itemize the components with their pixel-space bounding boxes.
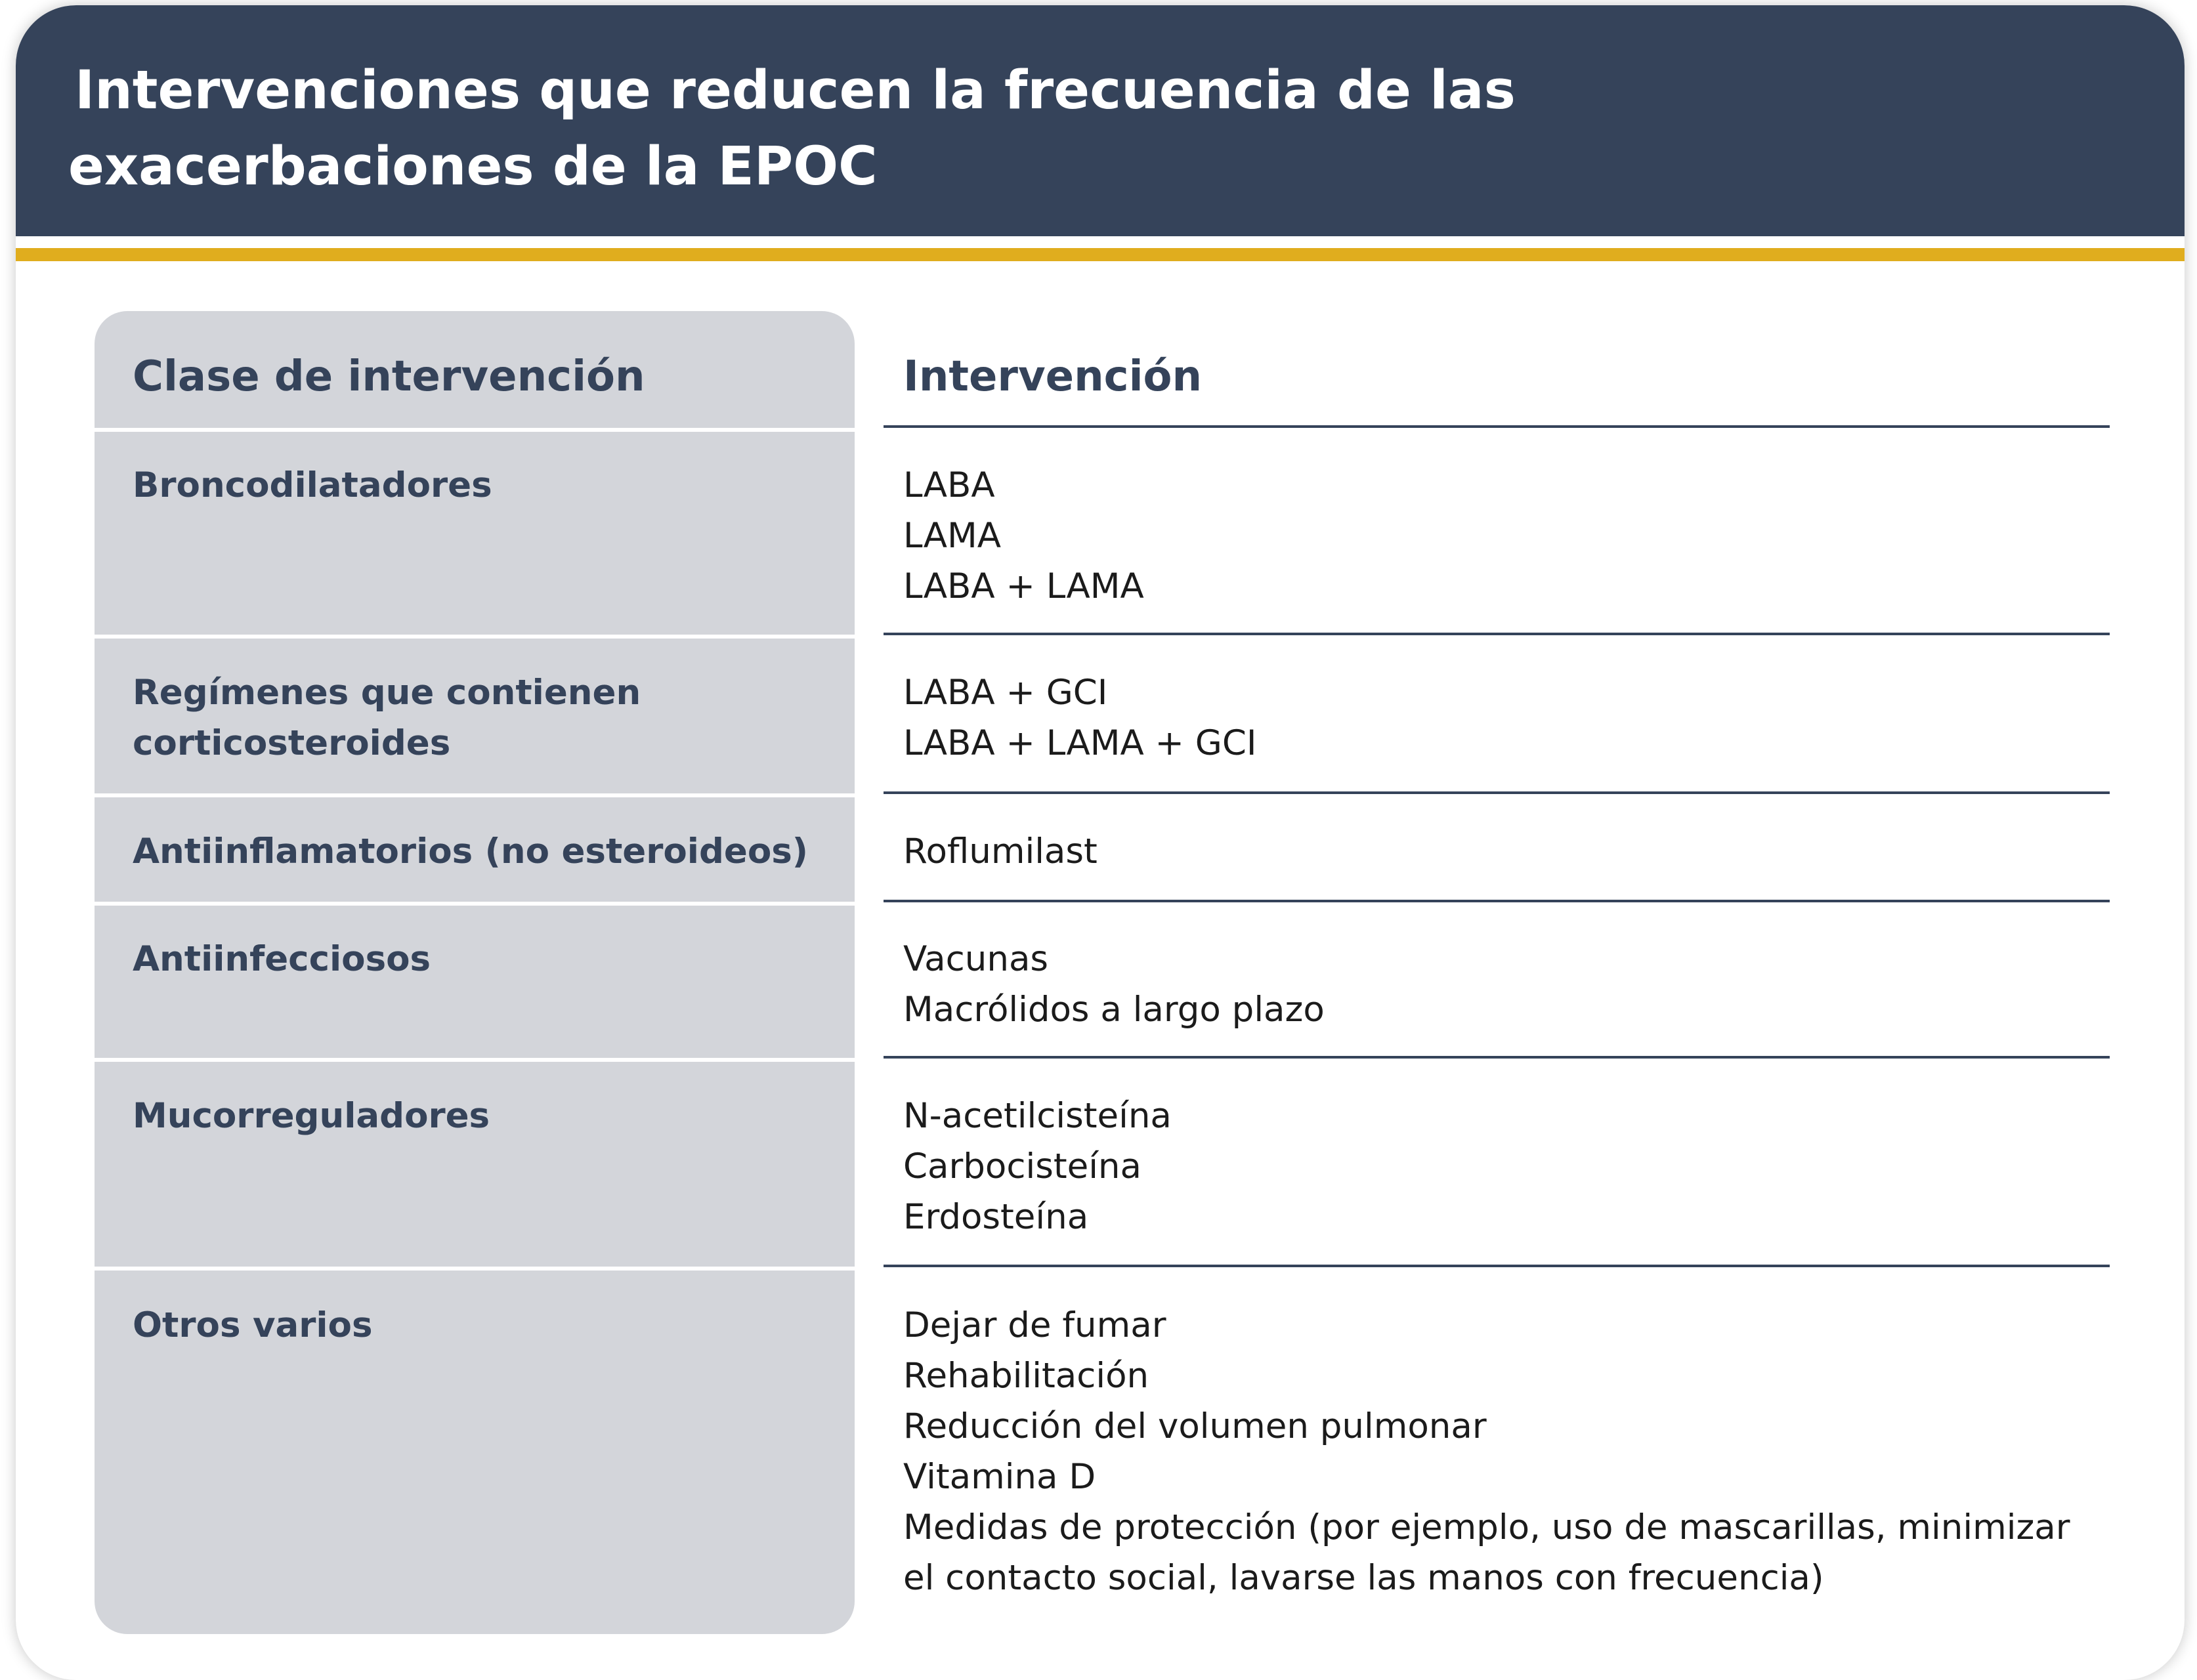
page-title <box>68 52 1650 205</box>
class-label: Mucorreguladores <box>133 1096 490 1136</box>
intervention-item: el contacto social, lavarse las manos con frecuencia) <box>903 1558 1824 1598</box>
table-row-interventions <box>903 826 2124 877</box>
intervention-item: Dejar de fumar <box>903 1305 1166 1345</box>
class-label: Broncodilatadores <box>133 465 492 505</box>
class-label: corticosteroides <box>133 723 451 763</box>
table-row-class <box>133 826 842 877</box>
row-separator <box>95 635 855 639</box>
slide-card <box>16 5 2185 1680</box>
class-label: Regímenes que contienen <box>133 673 641 713</box>
intervention-item: LABA <box>903 465 995 505</box>
intervention-item: Carbocisteína <box>903 1146 1142 1186</box>
table-row-interventions <box>903 667 2124 768</box>
intervention-item: Macrólidos a largo plazo <box>903 990 1325 1030</box>
intervention-item: LABA + GCI <box>903 673 1108 713</box>
class-label: Antiinfecciosos <box>133 939 431 979</box>
row-rule <box>884 1265 2110 1267</box>
table-row-class <box>133 1300 842 1351</box>
row-rule <box>884 900 2110 902</box>
column-header-class: Clase de intervención <box>133 352 645 401</box>
title-banner <box>16 5 2185 236</box>
title-line-2: exacerbaciones de la EPOC <box>68 136 878 198</box>
table-row-class <box>133 667 842 768</box>
table-row-class <box>133 460 842 511</box>
intervention-item: Vitamina D <box>903 1457 1096 1497</box>
intervention-item: LABA + LAMA <box>903 566 1144 606</box>
intervention-item: Roflumilast <box>903 831 1098 872</box>
row-separator <box>95 1058 855 1062</box>
intervention-item: Vacunas <box>903 939 1049 979</box>
accent-divider <box>16 248 2185 261</box>
intervention-item: LAMA <box>903 516 1001 556</box>
class-label: Antiinflamatorios (no esteroideos) <box>133 831 809 872</box>
table-row-class <box>133 1091 842 1141</box>
table-row-class <box>133 934 842 984</box>
intervention-item: Medidas de protección (por ejemplo, uso de mascarillas, minimizar <box>903 1507 2070 1547</box>
column-header-intervention: Intervención <box>903 352 1203 401</box>
row-rule <box>884 1056 2110 1059</box>
row-separator <box>95 902 855 906</box>
table-row-interventions <box>903 460 2124 612</box>
intervention-item: LABA + LAMA + GCI <box>903 723 1257 763</box>
intervention-item: Rehabilitación <box>903 1356 1149 1396</box>
class-label: Otros varios <box>133 1305 373 1345</box>
row-rule <box>884 633 2110 635</box>
row-separator <box>95 793 855 797</box>
intervention-item: Reducción del volumen pulmonar <box>903 1406 1487 1446</box>
row-separator <box>95 428 855 432</box>
intervention-item: Erdosteína <box>903 1197 1089 1237</box>
title-line-1: Intervenciones que reducen la frecuencia de las <box>75 60 1516 121</box>
intervention-item: N-acetilcisteína <box>903 1096 1172 1136</box>
table-row-interventions <box>903 1300 2124 1603</box>
row-separator <box>95 1267 855 1270</box>
row-rule <box>884 791 2110 794</box>
table-row-interventions <box>903 1091 2124 1242</box>
row-rule <box>884 425 2110 428</box>
table-row-interventions <box>903 934 2124 1035</box>
